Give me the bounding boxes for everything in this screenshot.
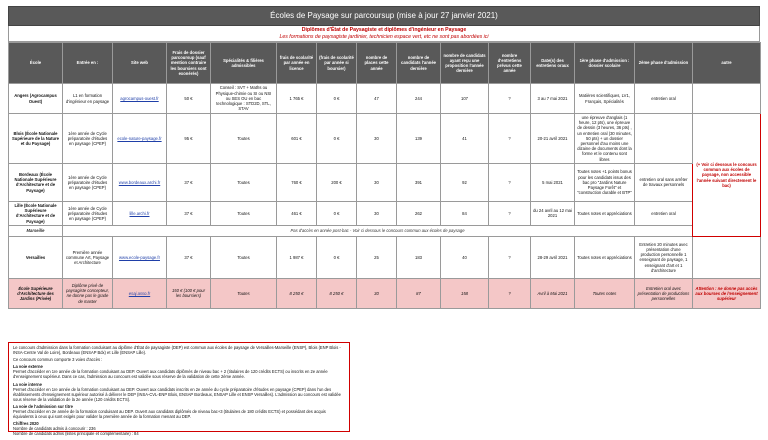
cell-frais-boursier: 200 €: [317, 163, 357, 201]
cell-frais-boursier: 0 €: [317, 201, 357, 225]
cell-frais-dossier: 150 € (100 € pour les boursiers): [167, 278, 211, 308]
cell-dates: 3 au 7 mai 2021: [531, 84, 575, 114]
column-header: autre: [693, 43, 761, 84]
cell-candidats: 391: [397, 163, 441, 201]
cell-frais-scolarite: 1 987 €: [277, 236, 317, 278]
cell-places: 30: [357, 201, 397, 225]
cell-frais-scolarite: 8 250 €: [277, 278, 317, 308]
school-name: Bordeaux (École Nationale Supérieure d'Architecture et de Paysage): [9, 163, 63, 201]
cell-dates: 20-21 avril 2021: [531, 114, 575, 164]
column-header: 1ère phase d'admission : dossier scolaire: [575, 43, 635, 84]
website-link[interactable]: esaj.asso.fr: [128, 290, 151, 296]
cell-autre: [693, 84, 761, 114]
note-voies: Ce concours commun comporte 3 voies d'accès :: [13, 357, 103, 363]
cell-frais-dossier: 37 €: [167, 201, 211, 225]
table-row: [9, 163, 761, 201]
column-header: Site web: [113, 43, 167, 84]
cell-dates: 5 mai 2021: [531, 163, 575, 201]
note-externe-text: Permet d'accéder en 1re année de la formation conduisant au DEP. Ouvert aux candidats diplômés de niveau bac + 2 (titulaires de 120 crédits ECTS) ou inscrits en 2e année d'enseignement supérieur. Dans ce cas, l'admission au concours est validée sous réserve de la validation de cette 2ème année.: [13, 369, 328, 380]
website-link[interactable]: agrocampus-ouest.fr: [120, 95, 159, 101]
cell-phase2: entretien oral sans arrêter de travaux personnels: [635, 163, 693, 201]
postbac-note: Pas d'accès en année post-bac - Voir ci dessous le concours commun aux écoles de paysage: [63, 225, 693, 236]
page-title: Écoles de Paysage sur parcoursup (mise à jour 27 janvier 2021): [8, 6, 760, 26]
cell-site: [113, 278, 167, 308]
cell-specialites: Conseil : SVT + Maths ou Physique-chimie ou SI ou NSI ou SES OU en bac technologique : STD2D, STL, STAV: [211, 84, 277, 114]
cell-phase2: [635, 114, 693, 164]
cell-entree: Première année commune Art, Paysage et Architecture: [63, 236, 113, 278]
column-header: Entrée en :: [63, 43, 113, 84]
cell-specialites: Toutes: [211, 114, 277, 164]
cell-candidats: 244: [397, 84, 441, 114]
school-name: École Supérieure d'Architecture des Jardins (Privée): [9, 278, 63, 308]
subtitle-banner: [8, 26, 760, 42]
cell-phase1: Toutes notes: [575, 278, 635, 308]
banner-line-2: Les formations de paysagiste jardinier, technicien espace vert, etc ne sont pas abordées ici: [279, 34, 489, 40]
cell-phase1: Toutes notes et appréciations: [575, 201, 635, 225]
school-name: Angers (Agrocampus Ouest): [9, 84, 63, 114]
cell-site: [113, 84, 167, 114]
note-externe-title: La voie externe: [13, 364, 43, 370]
concours-commun-note: [8, 342, 350, 437]
cell-propositions: 40: [441, 236, 489, 278]
website-link[interactable]: www.ecole-paysage.fr: [119, 254, 160, 260]
cell-autre: [693, 236, 761, 278]
cell-phase1: Toutes notes et appréciations: [575, 236, 635, 278]
cell-specialites: Toutes: [211, 201, 277, 225]
column-header: nombre d'entretiens prévus cette année: [489, 43, 531, 84]
website-link[interactable]: www.bordeaux.archi.fr: [118, 179, 161, 185]
table-row: [9, 225, 761, 236]
school-name: Lille (École Nationale Supérieure d'Architecture et de Paysage): [9, 201, 63, 225]
cell-specialites: Toutes: [211, 278, 277, 308]
cell-candidats: 139: [397, 114, 441, 164]
cell-propositions: 158: [441, 278, 489, 308]
column-header: nombre de candidats ayant reçu une proposition l'année dernière: [441, 43, 489, 84]
cell-frais-boursier: 8 250 €: [317, 278, 357, 308]
column-header: nombre de places cette année: [357, 43, 397, 84]
note-interne-text: Permet d'accéder en 1re année de la formation conduisant au DEP. Ouvert aux candidats inscrits en 2e année du cycle préparatoire d'études en paysage (CPEP) dans l'un des établissements d'enseignement supérieur autorisé à délivrer le DEP (INSA-CVL-ENP Blois, ENSAP Bordeaux, ENSAP Lille et ENSP Versailles). L'admission au concours est validée sous réserve de la validation de la 2e année (120 crédits ECTS).: [13, 386, 341, 402]
cell-phase2: entretien oral: [635, 201, 693, 225]
column-header: (frais de scolarité par année si boursier): [317, 43, 357, 84]
cell-places: 30: [357, 278, 397, 308]
school-name: Blois (École Nationale Supérieure de la Nature et du Paysage): [9, 114, 63, 164]
cell-places: 25: [357, 236, 397, 278]
cell-frais-boursier: 0 €: [317, 114, 357, 164]
cell-entretiens: ?: [489, 201, 531, 225]
cell-site: [113, 163, 167, 201]
cell-frais-boursier: 0 €: [317, 84, 357, 114]
cell-frais-dossier: 50 €: [167, 84, 211, 114]
schools-table: [8, 42, 761, 309]
cell-autre: (+ Voir ci dessous le concours commun aux écoles de paysage, non accessible l'année suivant directement le bac): [693, 114, 761, 237]
column-header: Spécialités & filières admissibles: [211, 43, 277, 84]
column-header: Frais de dossier parcoursup (sauf mention contraire les boursiers sont exonérés): [167, 43, 211, 84]
cell-entretiens: ?: [489, 114, 531, 164]
cell-entree: 1ère année de Cycle préparatoire d'études en paysage (CPEP): [63, 114, 113, 164]
cell-frais-scolarite: 601 €: [277, 114, 317, 164]
cell-entretiens: ?: [489, 236, 531, 278]
note-interne-title: La voie interne: [13, 381, 42, 387]
cell-site: [113, 236, 167, 278]
cell-entree: Diplôme privé de paysagiste concepteur, ne donne pas le grade de master: [63, 278, 113, 308]
cell-propositions: 107: [441, 84, 489, 114]
cell-site: [113, 201, 167, 225]
cell-candidats: 262: [397, 201, 441, 225]
header-row: [9, 43, 761, 84]
school-name: Versailles: [9, 236, 63, 278]
table-row: [9, 84, 761, 114]
cell-specialites: Toutes: [211, 236, 277, 278]
cell-propositions: 84: [441, 201, 489, 225]
cell-phase2: Entretien 20 minutes avec présentation d'une production personnelle 1 enseignant de paysage, 1 enseignant d'art et 1 d'architecture: [635, 236, 693, 278]
table-row: [9, 114, 761, 164]
note-chiffres-1: Nombre de candidats admis à concourir : 236: [13, 426, 96, 432]
cell-phase2: entretien oral: [635, 84, 693, 114]
cell-phase1: Toutes notes +1 points bonus pour les candidats issus des bac pro "Jardins Nature Paysage Forêt" et "construction durable et BTP": [575, 163, 635, 201]
website-link[interactable]: lille.archi.fr: [129, 210, 150, 216]
note-titre-text: Permet d'accéder en 2e année de la formation conduisant au DEP. Ouvert aux candidats diplômés de niveau bac+3 (titulaires de 180 crédits ECTS) et possédant des acquis équivalents à ceux qui sont exigés pour valider la première année de la formation menant au DEP.: [13, 409, 326, 420]
cell-entree: 1ère année de Cycle préparatoire d'études en paysage (CPEP): [63, 163, 113, 201]
column-header: École: [9, 43, 63, 84]
cell-frais-dossier: 95 €: [167, 114, 211, 164]
cell-phase1: une épreuve d'anglais (1 heure, 12 pts), une épreuve de dessin (3 heures, 36 pts) , un entretien oral (30 minutes, 50 pts) + un dossier personnel d'au moins une dizaine de documents dont la forme et le contenu sont libres: [575, 114, 635, 164]
cell-dates: 28-29 avril 2021: [531, 236, 575, 278]
note-titre-title: La voie de l'admission sur titre: [13, 403, 73, 409]
column-header: Date(s) des entretiens oraux: [531, 43, 575, 84]
cell-propositions: 92: [441, 163, 489, 201]
cell-places: 30: [357, 163, 397, 201]
cell-frais-scolarite: 461 €: [277, 201, 317, 225]
cell-entree: 1ère année de Cycle préparatoire d'études en paysage (CPEP): [63, 201, 113, 225]
column-header: nombre de candidats l'année dernière: [397, 43, 441, 84]
cell-places: 47: [357, 84, 397, 114]
cell-frais-dossier: 37 €: [167, 163, 211, 201]
cell-site: [113, 114, 167, 164]
cell-entree: L1 en formation d'ingénieur en paysage: [63, 84, 113, 114]
cell-frais-boursier: 0 €: [317, 236, 357, 278]
cell-dates: du 24 avril au 12 mai 2021: [531, 201, 575, 225]
banner-line-1: Diplômes d'État de Paysagiste et diplômes d'ingénieur en Paysage: [301, 27, 467, 33]
cell-specialites: Toutes: [211, 163, 277, 201]
table-row: [9, 201, 761, 225]
table-row: [9, 236, 761, 278]
cell-phase2: Entretien oral avec présentation de productions personnelles: [635, 278, 693, 308]
cell-phase1: Matières scientifiques, LV1, Français, Spécialités: [575, 84, 635, 114]
note-intro: Le concours d'admission dans la formation conduisant au diplôme d'État de paysagiste (DEP) est commun aux écoles de paysage de Versailles-Marseille (ENSP), Blois (ENP Blois -INSA-Centre Val de Loire), Bordeaux (ENSAP Bdx) et Lille (ENSAP Lille).: [13, 345, 341, 356]
cell-candidats: 87: [397, 278, 441, 308]
table-row: [9, 278, 761, 308]
cell-propositions: 41: [441, 114, 489, 164]
cell-entretiens: ?: [489, 163, 531, 201]
cell-frais-scolarite: 1 765 €: [277, 84, 317, 114]
cell-frais-scolarite: 760 €: [277, 163, 317, 201]
note-chiffres-title: Chiffres 2020: [13, 421, 39, 427]
cell-autre: Attention : ne donne pas accès aux bourses de l'enseignement supérieur: [693, 278, 761, 308]
cell-entretiens: ?: [489, 278, 531, 308]
note-chiffres-2: Nombre de candidats admis (listes principale et complémentaire) : 84: [13, 431, 139, 437]
spreadsheet: [8, 6, 760, 309]
cell-frais-dossier: 37 €: [167, 236, 211, 278]
school-name: Marseille: [9, 225, 63, 236]
cell-candidats: 183: [397, 236, 441, 278]
website-link[interactable]: ecole-nature-paysage.fr: [117, 135, 162, 141]
column-header: 2ème phase d'admission: [635, 43, 693, 84]
column-header: frais de scolarité par année en licence: [277, 43, 317, 84]
cell-dates: Avril à Mai 2021: [531, 278, 575, 308]
cell-entretiens: ?: [489, 84, 531, 114]
cell-places: 30: [357, 114, 397, 164]
